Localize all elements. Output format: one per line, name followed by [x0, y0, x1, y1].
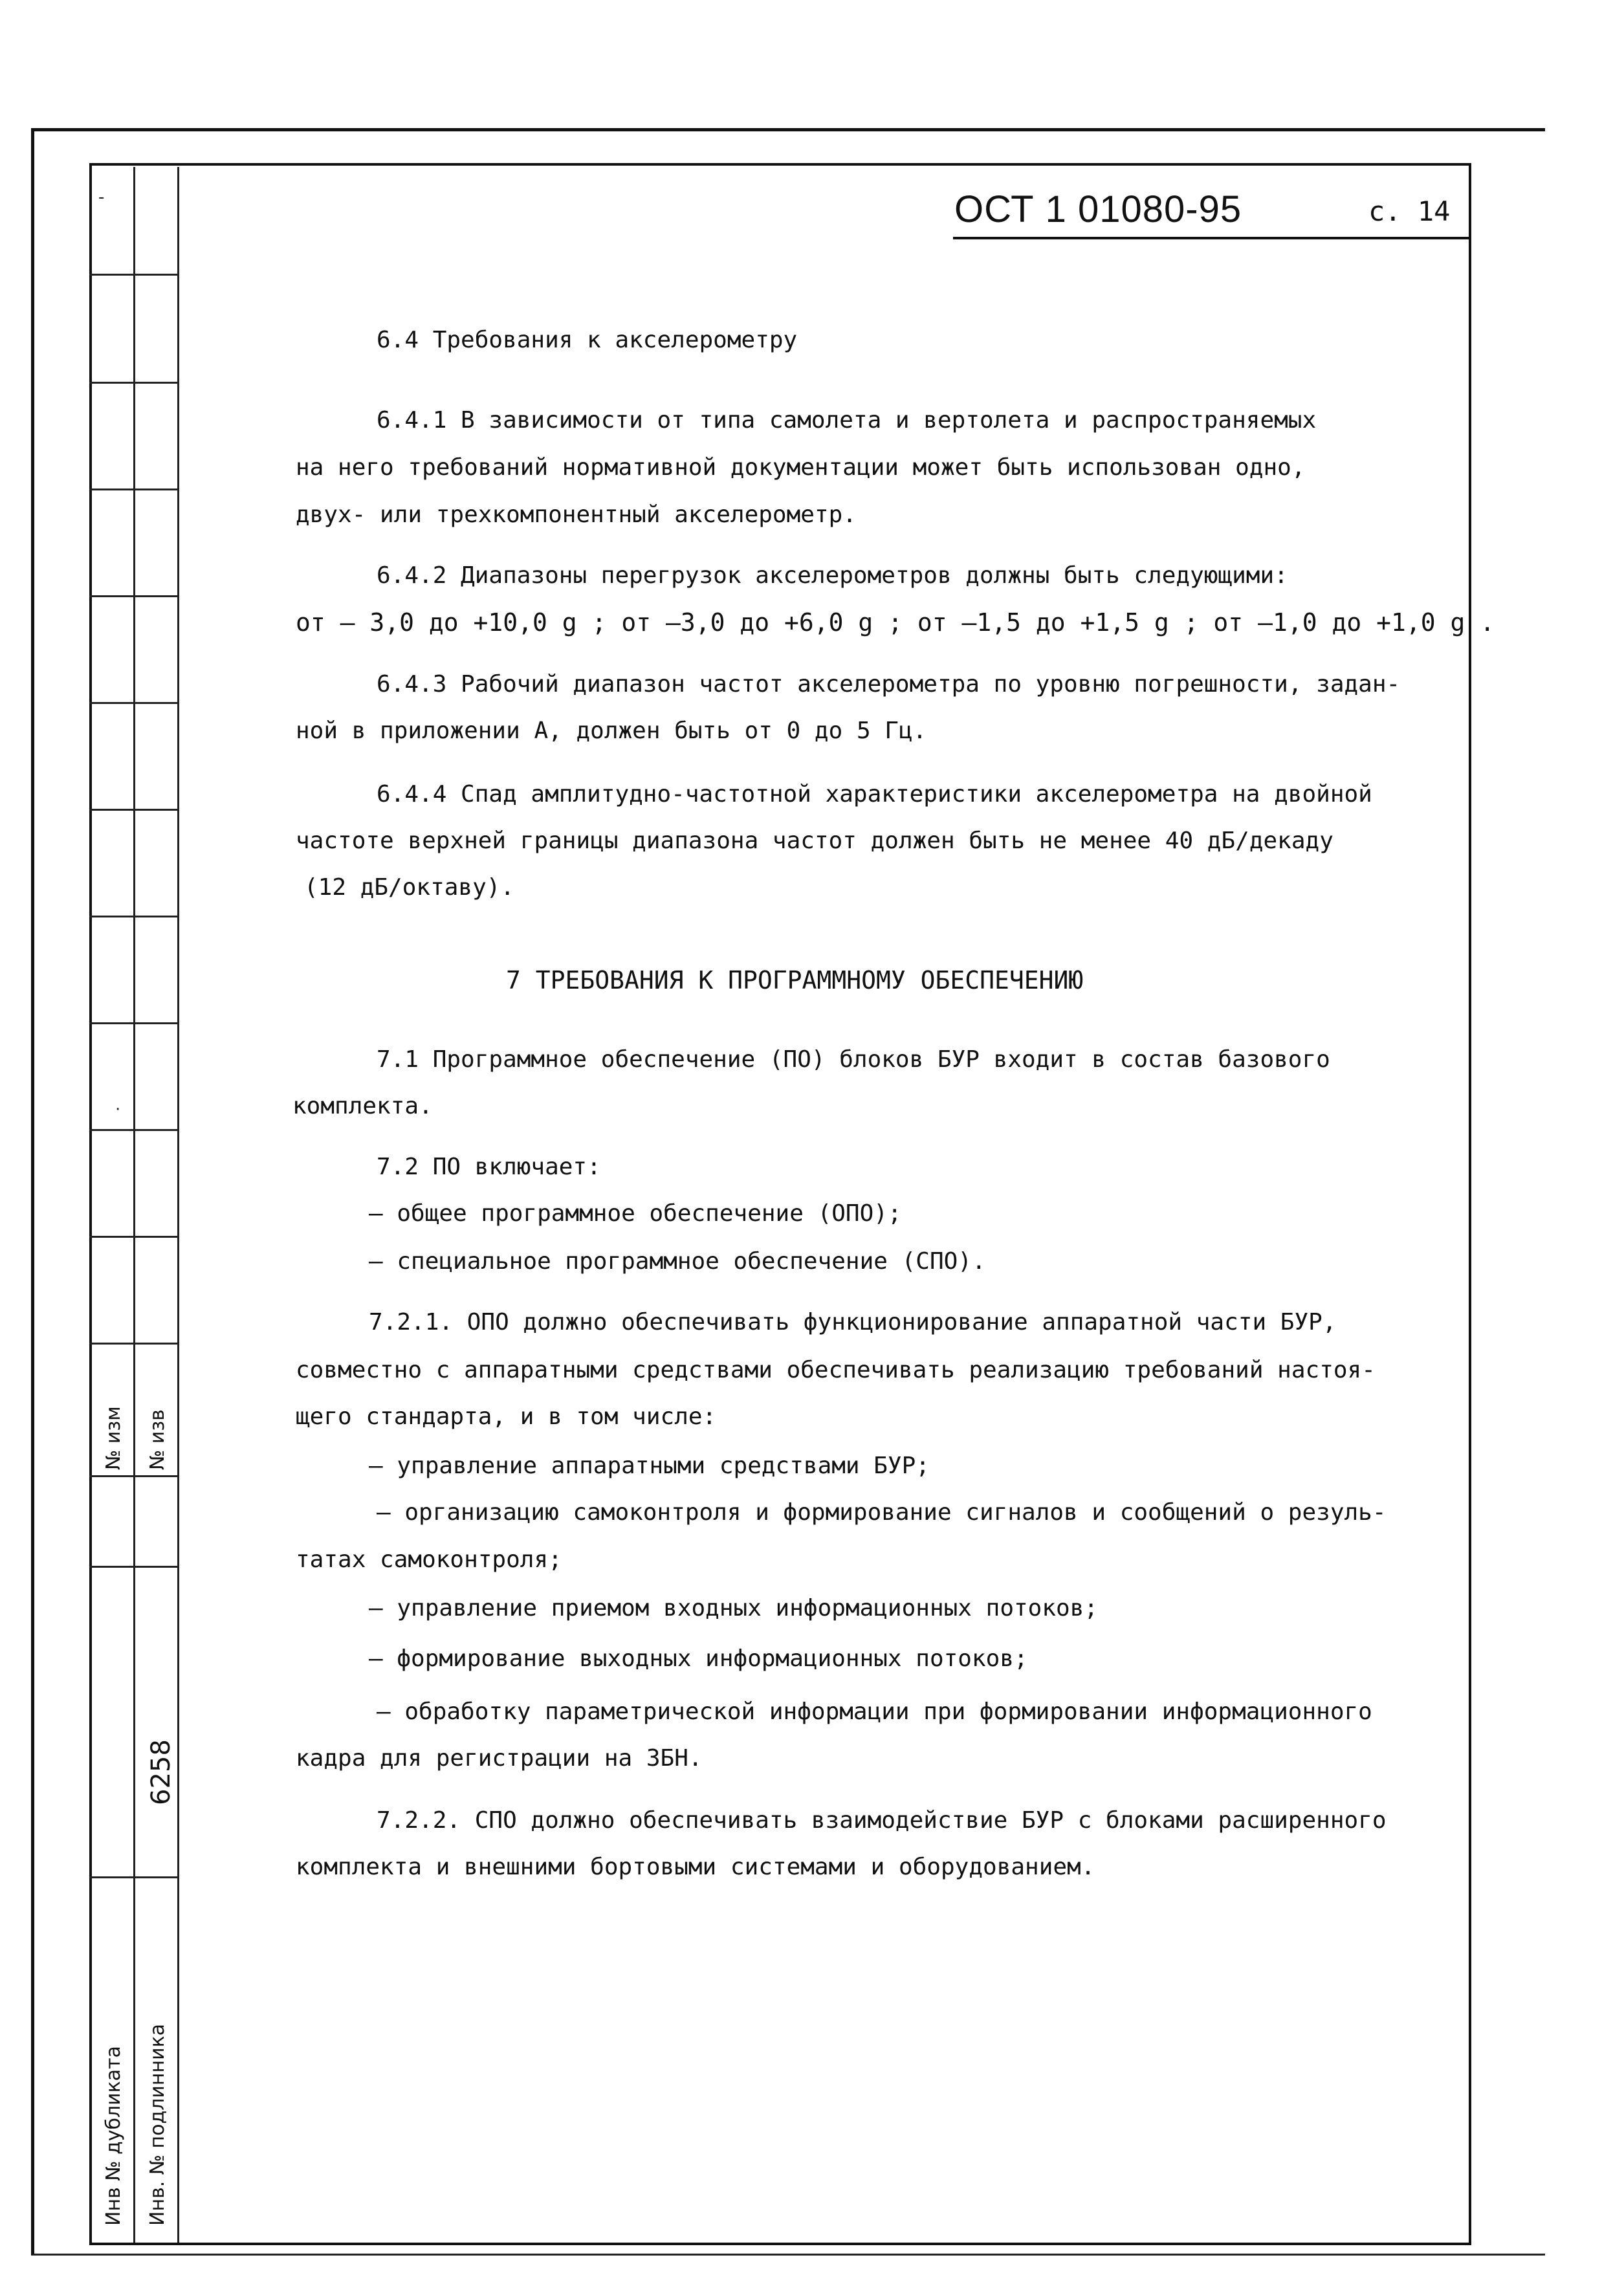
text-line: кадра для регистрации на ЗБН.: [296, 1745, 703, 1772]
text-line: 7.1 Программное обеспечение (ПО) блоков БУР входит в состав базового: [377, 1046, 1330, 1073]
margin-divider: [89, 1566, 177, 1568]
list-item: – управление аппаратными средствами БУР;: [369, 1453, 930, 1479]
margin-column-left: [89, 167, 135, 2243]
margin-column-right: [133, 167, 179, 2243]
text-line: 6.4.3 Рабочий диапазон частот акселерометра по уровню погрешности, задан-: [377, 671, 1401, 697]
margin-label-inv-podlinnika: Инв. № подлинника: [146, 2023, 169, 2226]
page-header: [954, 188, 1472, 239]
text-line: (12 дБ/октаву).: [304, 874, 515, 901]
text-line: 6.4.4 Спад амплитудно-частотной характеристики акселерометра на двойной: [377, 781, 1372, 807]
margin-divider: [89, 702, 177, 704]
margin-divider: [89, 1022, 177, 1024]
list-item: – обработку параметрической информации при формировании информационного: [377, 1698, 1372, 1725]
text-line: комплекта.: [292, 1093, 433, 1119]
margin-inventory-number: 6258: [146, 1739, 176, 1805]
text-line: комплекта и внешними бортовыми системами и оборудованием.: [296, 1854, 1095, 1880]
text-line: ной в приложении А, должен быть от 0 до 5 Гц.: [296, 718, 927, 744]
section-heading: 7 ТРЕБОВАНИЯ К ПРОГРАММНОМУ ОБЕСПЕЧЕНИЮ: [506, 966, 1084, 994]
margin-divider: [89, 489, 177, 490]
margin-dot-mark: ·: [115, 1100, 121, 1119]
document-code: ОСТ 1 01080-95: [954, 188, 1242, 230]
text-line: 6.4.1 В зависимости от типа самолета и вертолета и распространяемых: [377, 407, 1317, 434]
margin-divider: [89, 1876, 177, 1878]
margin-label-inv-dublikata: Инв № дубликата: [102, 2045, 125, 2226]
text-line: на него требований нормативной документации может быть использован одно,: [296, 454, 1306, 481]
text-line: 6.4.2 Диапазоны перегрузок акселерометров должны быть следующими:: [377, 562, 1288, 589]
list-item: – формирование выходных информационных потоков;: [369, 1645, 1028, 1672]
margin-divider: [89, 274, 177, 276]
text-line: 7.2 ПО включает:: [377, 1154, 601, 1180]
margin-divider: [89, 382, 177, 384]
margin-tick-mark: -: [98, 188, 105, 207]
margin-divider: [89, 1475, 177, 1477]
margin-divider: [89, 809, 177, 811]
page-number: с. 14: [1368, 195, 1451, 227]
text-line: татах самоконтроля;: [296, 1546, 562, 1573]
list-item: – организацию самоконтроля и формирование сигналов и сообщений о резуль-: [377, 1499, 1387, 1526]
list-item: – управление приемом входных информационных потоков;: [369, 1595, 1099, 1621]
text-line: 7.2.2. СПО должно обеспечивать взаимодействие БУР с блоками расширенного: [377, 1807, 1387, 1834]
subsection-heading: 6.4 Требования к акселерометру: [377, 327, 798, 353]
margin-divider: [89, 1343, 177, 1345]
margin-label-no-izm: № изм: [102, 1406, 125, 1470]
list-item: – специальное программное обеспечение (СПО).: [369, 1248, 986, 1275]
margin-divider: [89, 1129, 177, 1131]
margin-label-no-izv: № изв: [146, 1409, 169, 1470]
text-line: двух- или трехкомпонентный акселерометр.: [296, 501, 857, 528]
text-line: 7.2.1. ОПО должно обеспечивать функционирование аппаратной части БУР,: [369, 1309, 1337, 1335]
list-item: – общее программное обеспечение (ОПО);: [369, 1200, 902, 1227]
margin-divider: [89, 916, 177, 917]
text-line: от – 3,0 до +10,0 g ; от –3,0 до +6,0 g ; от –1,5 до +1,5 g ; от –1,0 до +1,0 g .: [296, 608, 1495, 637]
header-rule: [953, 237, 1471, 239]
text-line: совместно с аппаратными средствами обеспечивать реализацию требований настоя-: [296, 1357, 1376, 1383]
margin-divider: [89, 1236, 177, 1238]
text-line: щего стандарта, и в том числе:: [296, 1403, 717, 1430]
text-line: частоте верхней границы диапазона частот должен быть не менее 40 дБ/декаду: [296, 828, 1333, 854]
margin-divider: [89, 595, 177, 597]
